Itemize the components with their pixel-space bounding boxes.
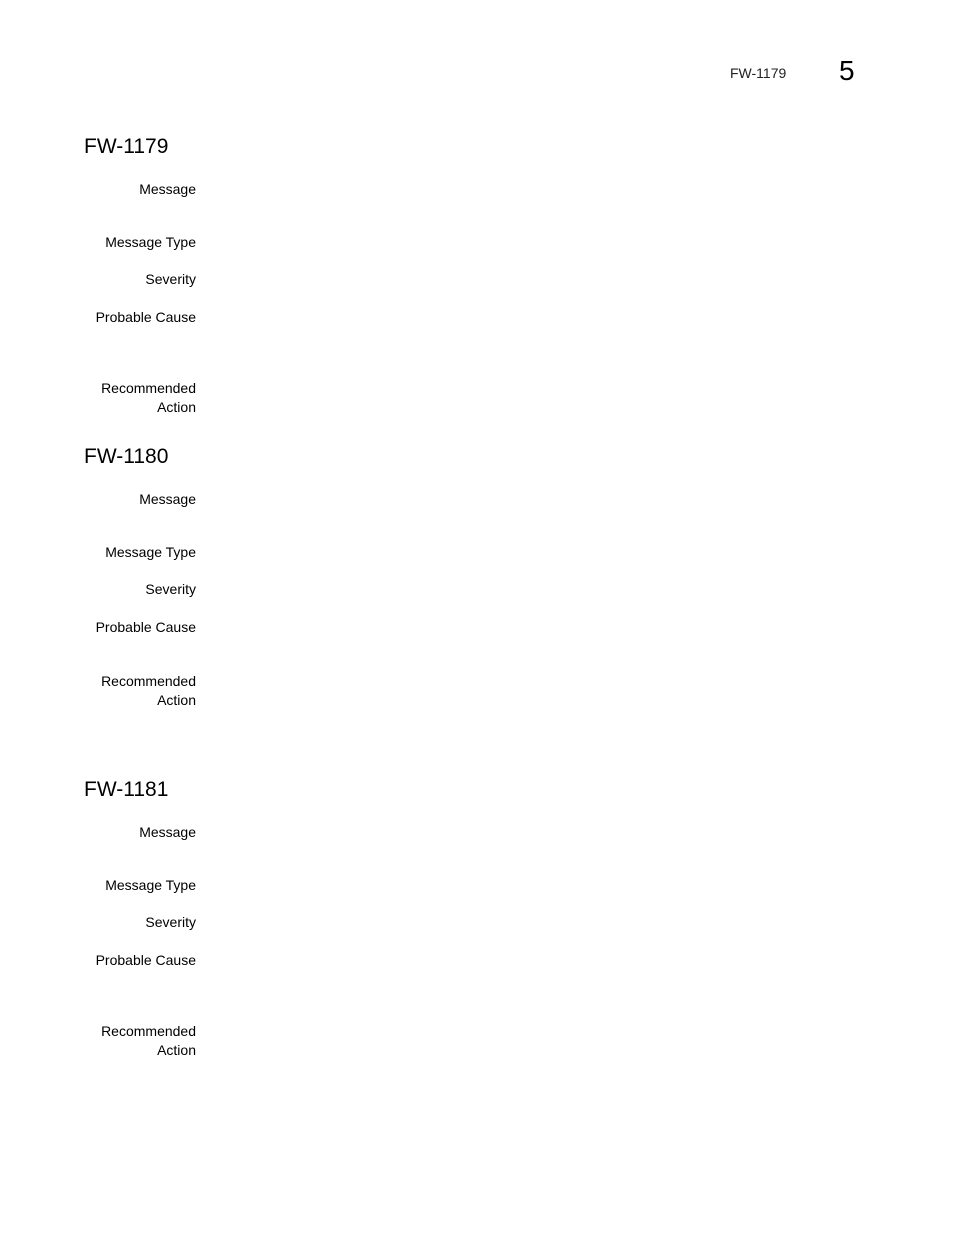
recommended-action-label-line1: Recommended [101,673,196,689]
recommended-action-label-line2: Action [157,399,196,415]
recommended-action-label-line1: Recommended [101,1023,196,1039]
section-title: FW-1179 [84,135,169,158]
probable-cause-label: Probable Cause [95,619,196,635]
running-header-chapter-number: 5 [839,55,855,86]
message-label: Message [139,824,196,840]
recommended-action-label-line1: Recommended [101,380,196,396]
section-title: FW-1180 [84,445,169,468]
message-type-label: Message Type [105,544,196,560]
probable-cause-label: Probable Cause [95,309,196,325]
message-label: Message [139,181,196,197]
severity-label: Severity [145,271,196,287]
severity-label: Severity [145,914,196,930]
message-type-label: Message Type [105,234,196,250]
severity-label: Severity [145,581,196,597]
section-title: FW-1181 [84,778,169,801]
running-header-message-id: FW-1179 [730,65,787,81]
message-label: Message [139,491,196,507]
recommended-action-label-line2: Action [157,1042,196,1058]
probable-cause-label: Probable Cause [95,952,196,968]
recommended-action-label-line2: Action [157,692,196,708]
message-type-label: Message Type [105,877,196,893]
